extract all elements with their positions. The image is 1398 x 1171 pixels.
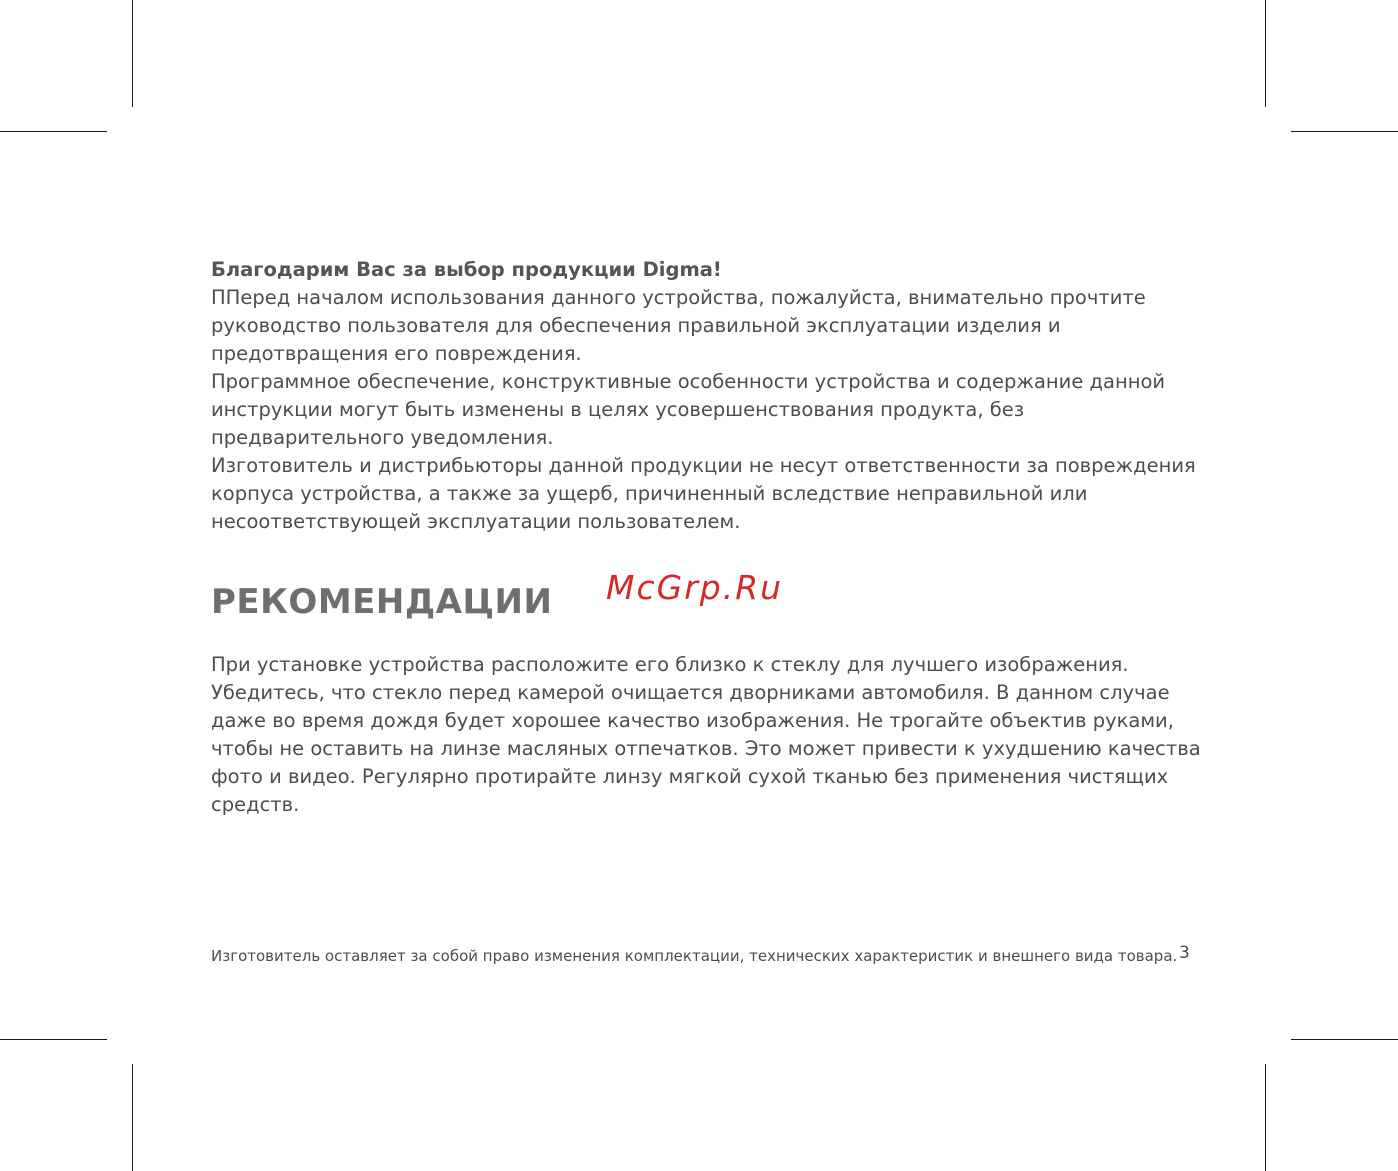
intro-line: предварительного уведомления.	[211, 426, 554, 449]
recommendation-line: даже во время дождя будет хорошее качество изображения. Не трогайте объектив руками,	[211, 709, 1174, 732]
intro-line: корпуса устройства, а также за ущерб, причиненный вследствие неправильной или	[211, 482, 1088, 505]
recommendation-line: фото и видео. Регулярно протирайте линзу мягкой сухой тканью без применения чистящих	[211, 765, 1169, 788]
crop-mark-bottom-right-vertical	[1265, 1064, 1266, 1171]
crop-mark-top-left-vertical	[132, 0, 133, 107]
crop-mark-top-right-vertical	[1265, 0, 1266, 107]
crop-mark-top-left-horizontal	[0, 131, 107, 132]
intro-line: ППеред началом использования данного устройства, пожалуйста, внимательно прочтите	[211, 286, 1146, 309]
intro-line: предотвращения его повреждения.	[211, 342, 582, 365]
crop-mark-top-right-horizontal	[1291, 131, 1398, 132]
intro-line: руководство пользователя для обеспечения правильной эксплуатации изделия и	[211, 314, 1061, 337]
watermark-text: McGrp.Ru	[606, 568, 784, 607]
recommendations-section	[211, 651, 1201, 819]
intro-line: Программное обеспечение, конструктивные особенности устройства и содержание данной	[211, 370, 1166, 393]
recommendation-line: средств.	[211, 793, 300, 816]
recommendation-line: чтобы не оставить на линзе масляных отпечатков. Это может привести к ухудшению качества	[211, 737, 1201, 760]
intro-line: Изготовитель и дистрибьюторы данной продукции не несут ответственности за повреждения	[211, 454, 1196, 477]
page-number: 3	[1179, 943, 1190, 963]
recommendation-line: Убедитесь, что стекло перед камерой очищается дворниками автомобиля. В данном случае	[211, 681, 1170, 704]
footer-disclaimer: Изготовитель оставляет за собой право изменения комплектации, технических характеристик и внешнего вида товара.	[211, 947, 1178, 965]
intro-title: Благодарим Вас за выбор продукции Digma!	[211, 258, 722, 281]
crop-mark-bottom-right-horizontal	[1291, 1039, 1398, 1040]
crop-mark-bottom-left-vertical	[132, 1064, 133, 1171]
intro-section	[211, 256, 1196, 536]
intro-line: несоответствующей эксплуатации пользователем.	[211, 510, 741, 533]
recommendation-line: При установке устройства расположите его близко к стеклу для лучшего изображения.	[211, 653, 1129, 676]
recommendations-heading: РЕКОМЕНДАЦИИ	[211, 582, 553, 622]
crop-mark-bottom-left-horizontal	[0, 1039, 107, 1040]
intro-line: инструкции могут быть изменены в целях усовершенствования продукта, без	[211, 398, 1025, 421]
